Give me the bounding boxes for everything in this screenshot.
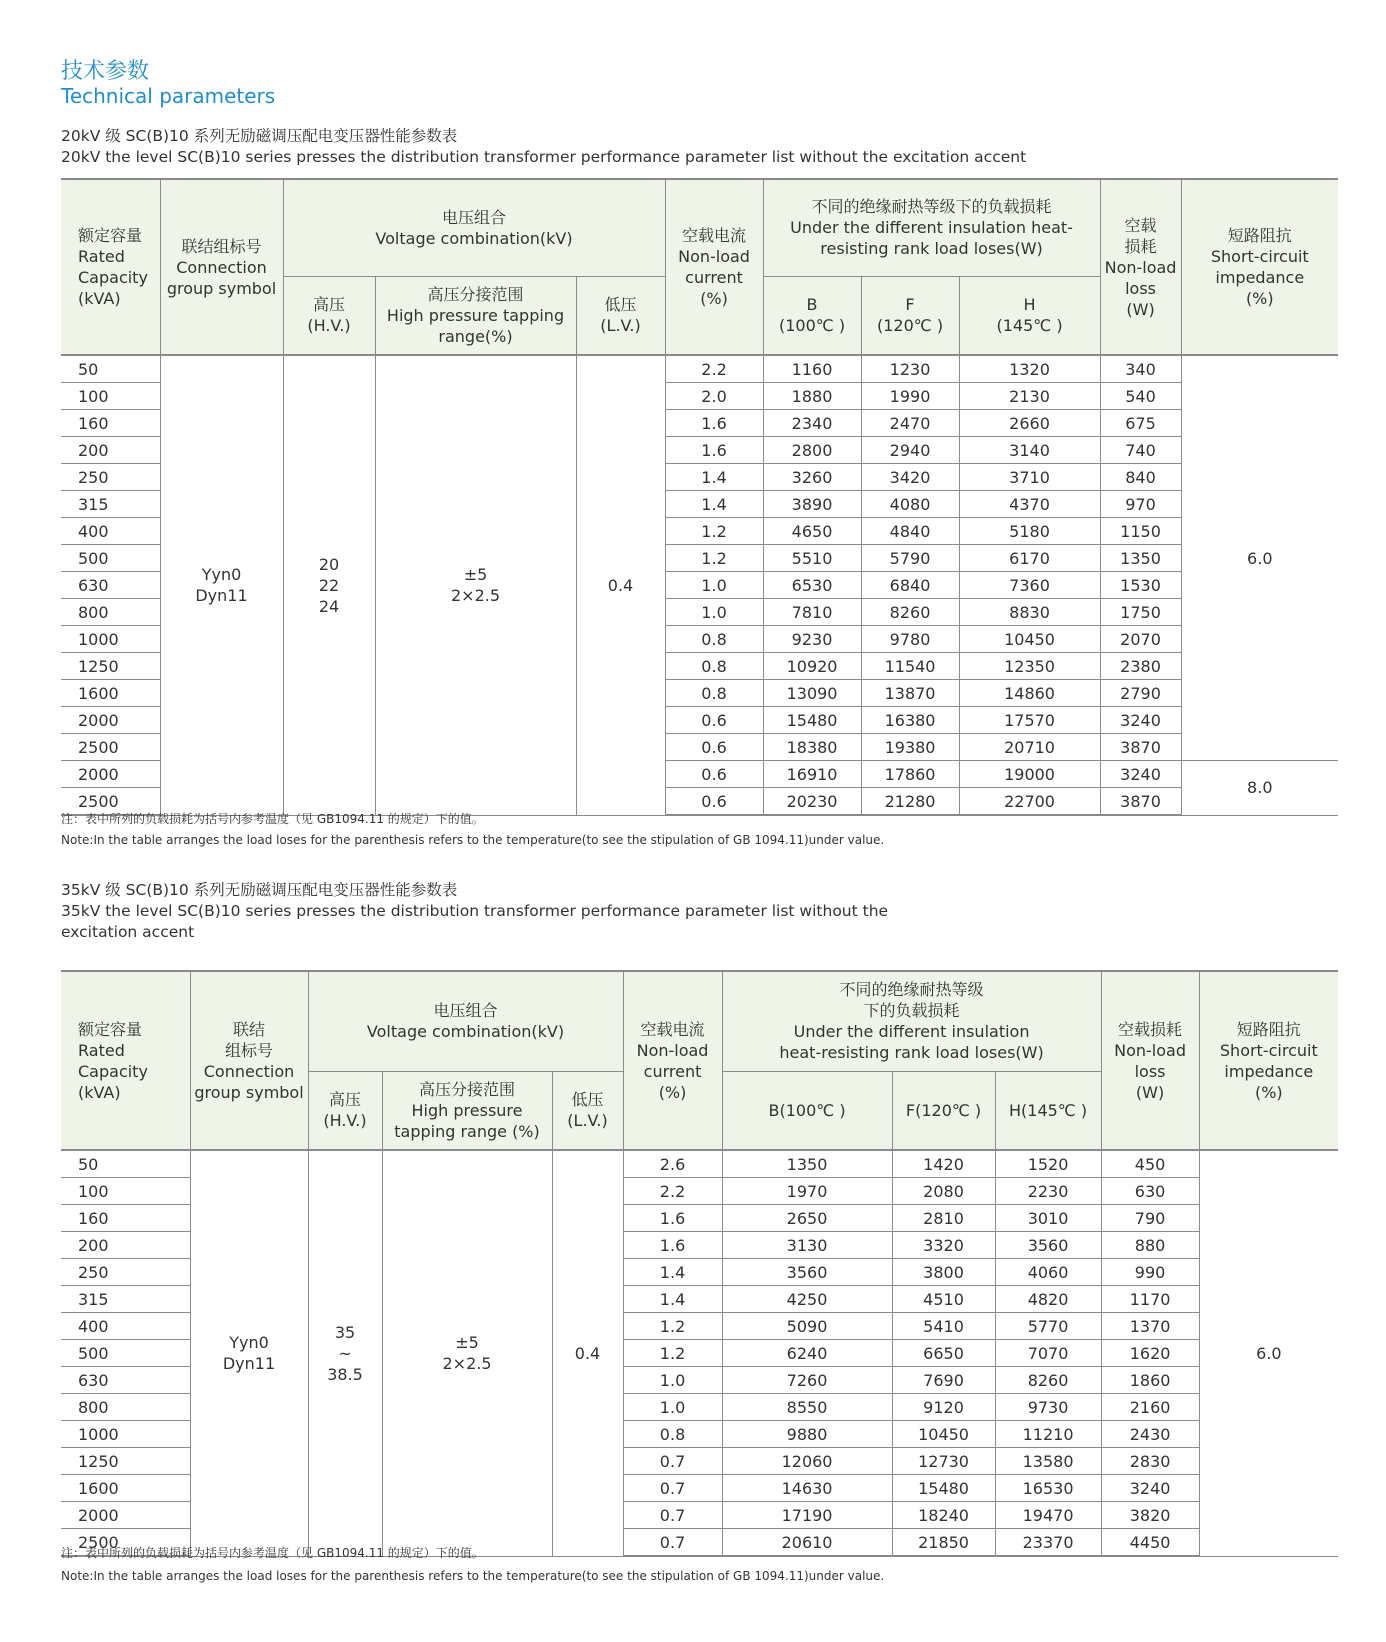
cell-load-loss-f: 19380 [861, 734, 959, 761]
cell-load-loss-h: 4370 [959, 491, 1100, 518]
header-h: H(145℃ ) [995, 1071, 1101, 1150]
cell-nonload-loss: 2160 [1101, 1394, 1199, 1421]
cell-nonload-current: 1.6 [623, 1205, 722, 1232]
cell-load-loss-f: 9780 [861, 626, 959, 653]
cell-load-loss-h: 3710 [959, 464, 1100, 491]
cell-load-loss-h: 2230 [995, 1178, 1101, 1205]
cell-lv: 0.4 [552, 1150, 623, 1556]
cell-rated-capacity: 2000 [61, 707, 160, 734]
cell-load-loss-h: 7360 [959, 572, 1100, 599]
cell-nonload-loss: 880 [1101, 1232, 1199, 1259]
cell-load-loss-h: 16530 [995, 1475, 1101, 1502]
cell-load-loss-f: 5410 [892, 1313, 995, 1340]
cell-load-loss-h: 8260 [995, 1367, 1101, 1394]
header-f: F (120℃ ) [861, 276, 959, 355]
cell-rated-capacity: 2500 [61, 1529, 190, 1557]
cell-load-loss-b: 3890 [763, 491, 861, 518]
table1-note-cn: 注：表中所列的负载损耗为括号内参考温度（见 GB1094.11 的规定）下的值。 [61, 812, 484, 826]
cell-nonload-current: 0.7 [623, 1475, 722, 1502]
cell-nonload-loss: 1860 [1101, 1367, 1199, 1394]
cell-nonload-loss: 1620 [1101, 1340, 1199, 1367]
cell-load-loss-h: 1320 [959, 355, 1100, 383]
cell-load-loss-b: 6530 [763, 572, 861, 599]
cell-rated-capacity: 315 [61, 491, 160, 518]
cell-nonload-current: 0.6 [665, 734, 763, 761]
header-load-losses: 不同的绝缘耐热等级 下的负载损耗 Under the different insulation heat-resisting rank load loses(W) [722, 971, 1101, 1071]
cell-load-loss-b: 1350 [722, 1150, 892, 1178]
header-impedance: 短路阻抗 Short-circuit impedance (%) [1199, 971, 1338, 1150]
cell-load-loss-b: 13090 [763, 680, 861, 707]
cell-nonload-current: 0.6 [665, 707, 763, 734]
cell-nonload-loss: 1150 [1100, 518, 1181, 545]
cell-nonload-loss: 3820 [1101, 1502, 1199, 1529]
header-rated-capacity: 额定容量 Rated Capacity (kVA) [61, 179, 160, 355]
cell-nonload-current: 1.2 [623, 1340, 722, 1367]
cell-load-loss-h: 22700 [959, 788, 1100, 816]
header-h: H (145℃ ) [959, 276, 1100, 355]
cell-load-loss-h: 8830 [959, 599, 1100, 626]
cell-nonload-loss: 1170 [1101, 1286, 1199, 1313]
cell-nonload-current: 1.0 [623, 1394, 722, 1421]
cell-nonload-loss: 2830 [1101, 1448, 1199, 1475]
cell-tapping-range: ±5 2×2.5 [375, 355, 576, 815]
cell-nonload-current: 0.8 [665, 680, 763, 707]
cell-nonload-current: 0.6 [665, 761, 763, 788]
header-tapping: 高压分接范围 High pressure tapping range(%) [375, 276, 576, 355]
cell-load-loss-b: 2650 [722, 1205, 892, 1232]
cell-nonload-current: 1.0 [665, 599, 763, 626]
cell-load-loss-f: 15480 [892, 1475, 995, 1502]
header-lv: 低压 (L.V.) [552, 1071, 623, 1150]
cell-nonload-loss: 1750 [1100, 599, 1181, 626]
header-rated-capacity: 额定容量 Rated Capacity (kVA) [61, 971, 190, 1150]
cell-nonload-loss: 540 [1100, 383, 1181, 410]
cell-nonload-loss: 740 [1100, 437, 1181, 464]
table1-caption-cn: 20kV 级 SC(B)10 系列无励磁调压配电变压器性能参数表 [61, 127, 458, 145]
table-20kv [61, 178, 1338, 816]
section-title-cn: 技术参数 [61, 59, 150, 84]
cell-nonload-current: 1.0 [623, 1367, 722, 1394]
header-voltage-combination: 电压组合 Voltage combination(kV) [283, 179, 665, 276]
header-hv: 高压 (H.V.) [283, 276, 375, 355]
cell-rated-capacity: 400 [61, 1313, 190, 1340]
cell-load-loss-b: 3260 [763, 464, 861, 491]
cell-load-loss-f: 2940 [861, 437, 959, 464]
cell-nonload-loss: 2430 [1101, 1421, 1199, 1448]
cell-load-loss-f: 6840 [861, 572, 959, 599]
header-nonload-current: 空载电流 Non-load current (%) [623, 971, 722, 1150]
cell-nonload-loss: 1530 [1100, 572, 1181, 599]
cell-rated-capacity: 1000 [61, 626, 160, 653]
header-f: F(120℃ ) [892, 1071, 995, 1150]
cell-rated-capacity: 400 [61, 518, 160, 545]
cell-nonload-current: 0.8 [665, 626, 763, 653]
cell-rated-capacity: 160 [61, 410, 160, 437]
cell-nonload-current: 1.6 [623, 1232, 722, 1259]
cell-load-loss-h: 5180 [959, 518, 1100, 545]
cell-rated-capacity: 250 [61, 1259, 190, 1286]
cell-load-loss-f: 1990 [861, 383, 959, 410]
cell-nonload-loss: 3870 [1100, 788, 1181, 816]
cell-load-loss-h: 13580 [995, 1448, 1101, 1475]
cell-load-loss-f: 18240 [892, 1502, 995, 1529]
cell-load-loss-f: 3320 [892, 1232, 995, 1259]
cell-nonload-loss: 2070 [1100, 626, 1181, 653]
cell-nonload-loss: 840 [1100, 464, 1181, 491]
cell-tapping-range: ±5 2×2.5 [382, 1150, 552, 1556]
cell-rated-capacity: 100 [61, 383, 160, 410]
cell-load-loss-b: 9880 [722, 1421, 892, 1448]
cell-nonload-current: 1.2 [665, 518, 763, 545]
cell-rated-capacity: 2500 [61, 788, 160, 816]
header-connection: 联结组标号 Connection group symbol [160, 179, 283, 355]
section-title-en: Technical parameters [61, 84, 276, 108]
cell-nonload-loss: 2790 [1100, 680, 1181, 707]
cell-nonload-loss: 3240 [1101, 1475, 1199, 1502]
cell-load-loss-f: 21280 [861, 788, 959, 816]
cell-load-loss-f: 2470 [861, 410, 959, 437]
header-lv: 低压 (L.V.) [576, 276, 665, 355]
cell-nonload-current: 2.2 [623, 1178, 722, 1205]
cell-load-loss-h: 12350 [959, 653, 1100, 680]
cell-load-loss-h: 19470 [995, 1502, 1101, 1529]
header-impedance: 短路阻抗 Short-circuit impedance (%) [1181, 179, 1338, 355]
cell-nonload-loss: 630 [1101, 1178, 1199, 1205]
cell-load-loss-f: 4510 [892, 1286, 995, 1313]
cell-rated-capacity: 800 [61, 599, 160, 626]
cell-load-loss-h: 3010 [995, 1205, 1101, 1232]
cell-load-loss-h: 19000 [959, 761, 1100, 788]
header-nonload-loss: 空载 损耗 Non-load loss (W) [1100, 179, 1181, 355]
cell-load-loss-b: 1880 [763, 383, 861, 410]
cell-load-loss-f: 3800 [892, 1259, 995, 1286]
cell-nonload-current: 0.6 [665, 788, 763, 816]
cell-load-loss-h: 7070 [995, 1340, 1101, 1367]
header-connection: 联结 组标号 Connection group symbol [190, 971, 308, 1150]
table2-caption-en: 35kV the level SC(B)10 series presses the distribution transformer performance parameter list without the excitation accent [61, 902, 889, 941]
cell-nonload-current: 0.7 [623, 1502, 722, 1529]
cell-load-loss-f: 1420 [892, 1150, 995, 1178]
cell-nonload-loss: 970 [1100, 491, 1181, 518]
cell-nonload-current: 1.4 [623, 1259, 722, 1286]
cell-rated-capacity: 500 [61, 1340, 190, 1367]
cell-load-loss-f: 9120 [892, 1394, 995, 1421]
cell-load-loss-b: 3130 [722, 1232, 892, 1259]
cell-load-loss-b: 4250 [722, 1286, 892, 1313]
cell-nonload-current: 0.8 [665, 653, 763, 680]
cell-load-loss-b: 9230 [763, 626, 861, 653]
cell-load-loss-b: 16910 [763, 761, 861, 788]
cell-nonload-loss: 450 [1101, 1150, 1199, 1178]
cell-load-loss-f: 16380 [861, 707, 959, 734]
cell-load-loss-f: 3420 [861, 464, 959, 491]
cell-load-loss-f: 11540 [861, 653, 959, 680]
cell-load-loss-b: 15480 [763, 707, 861, 734]
cell-impedance: 6.0 [1181, 355, 1338, 761]
cell-load-loss-h: 5770 [995, 1313, 1101, 1340]
cell-nonload-current: 1.4 [665, 491, 763, 518]
cell-nonload-current: 2.2 [665, 355, 763, 383]
cell-load-loss-b: 20230 [763, 788, 861, 816]
header-tapping: 高压分接范围 High pressure tapping range (%) [382, 1071, 552, 1150]
cell-load-loss-h: 3140 [959, 437, 1100, 464]
cell-rated-capacity: 2500 [61, 734, 160, 761]
table2-note-en: Note:In the table arranges the load loses for the parenthesis refers to the temperature(to see the stipulation of GB 1094.11)under value. [61, 1569, 885, 1583]
cell-load-loss-b: 17190 [722, 1502, 892, 1529]
cell-load-loss-f: 17860 [861, 761, 959, 788]
cell-load-loss-b: 12060 [722, 1448, 892, 1475]
header-load-losses: 不同的绝缘耐热等级下的负载损耗 Under the different insulation heat- resisting rank load loses(W) [763, 179, 1100, 276]
cell-rated-capacity: 160 [61, 1205, 190, 1232]
cell-load-loss-b: 20610 [722, 1529, 892, 1557]
cell-rated-capacity: 200 [61, 437, 160, 464]
cell-rated-capacity: 630 [61, 572, 160, 599]
header-voltage-combination: 电压组合 Voltage combination(kV) [308, 971, 623, 1071]
cell-lv: 0.4 [576, 355, 665, 815]
cell-nonload-current: 1.6 [665, 410, 763, 437]
cell-load-loss-b: 2340 [763, 410, 861, 437]
cell-load-loss-b: 7260 [722, 1367, 892, 1394]
cell-rated-capacity: 50 [61, 1150, 190, 1178]
cell-load-loss-h: 1520 [995, 1150, 1101, 1178]
cell-nonload-loss: 790 [1101, 1205, 1199, 1232]
cell-rated-capacity: 250 [61, 464, 160, 491]
cell-load-loss-b: 5090 [722, 1313, 892, 1340]
cell-load-loss-h: 3560 [995, 1232, 1101, 1259]
cell-nonload-current: 1.0 [665, 572, 763, 599]
cell-nonload-loss: 340 [1100, 355, 1181, 383]
cell-nonload-loss: 990 [1101, 1259, 1199, 1286]
cell-hv: 35 ~ 38.5 [308, 1150, 382, 1556]
cell-load-loss-h: 9730 [995, 1394, 1101, 1421]
cell-rated-capacity: 500 [61, 545, 160, 572]
cell-rated-capacity: 2000 [61, 761, 160, 788]
cell-rated-capacity: 1250 [61, 1448, 190, 1475]
cell-load-loss-f: 13870 [861, 680, 959, 707]
cell-rated-capacity: 1000 [61, 1421, 190, 1448]
cell-load-loss-f: 2810 [892, 1205, 995, 1232]
cell-load-loss-b: 4650 [763, 518, 861, 545]
cell-nonload-current: 0.7 [623, 1529, 722, 1557]
cell-load-loss-f: 5790 [861, 545, 959, 572]
cell-rated-capacity: 50 [61, 355, 160, 383]
cell-connection-group: Yyn0 Dyn11 [160, 355, 283, 815]
cell-load-loss-b: 5510 [763, 545, 861, 572]
cell-nonload-current: 1.2 [665, 545, 763, 572]
cell-nonload-current: 1.6 [665, 437, 763, 464]
cell-load-loss-f: 21850 [892, 1529, 995, 1557]
cell-load-loss-b: 18380 [763, 734, 861, 761]
cell-nonload-loss: 3240 [1100, 707, 1181, 734]
cell-load-loss-h: 4820 [995, 1286, 1101, 1313]
cell-load-loss-h: 17570 [959, 707, 1100, 734]
cell-rated-capacity: 1250 [61, 653, 160, 680]
cell-load-loss-h: 2130 [959, 383, 1100, 410]
table2-note-cn: 注：表中所列的负载损耗为括号内参考温度（见 GB1094.11 的规定）下的值。 [61, 1546, 484, 1560]
cell-rated-capacity: 2000 [61, 1502, 190, 1529]
cell-load-loss-f: 8260 [861, 599, 959, 626]
table1-caption-en: 20kV the level SC(B)10 series presses the distribution transformer performance parameter list without the excitation accent [61, 148, 1027, 166]
cell-rated-capacity: 1600 [61, 1475, 190, 1502]
cell-nonload-loss: 675 [1100, 410, 1181, 437]
header-b: B(100℃ ) [722, 1071, 892, 1150]
cell-nonload-current: 0.8 [623, 1421, 722, 1448]
cell-load-loss-b: 14630 [722, 1475, 892, 1502]
cell-load-loss-f: 4840 [861, 518, 959, 545]
cell-load-loss-f: 1230 [861, 355, 959, 383]
cell-load-loss-b: 1970 [722, 1178, 892, 1205]
table-35kv [61, 970, 1338, 1557]
cell-load-loss-f: 7690 [892, 1367, 995, 1394]
table-row [61, 355, 1338, 383]
table-row [61, 1150, 1338, 1178]
table2-caption-cn: 35kV 级 SC(B)10 系列无励磁调压配电变压器性能参数表 [61, 881, 458, 899]
cell-load-loss-h: 23370 [995, 1529, 1101, 1557]
cell-rated-capacity: 800 [61, 1394, 190, 1421]
cell-nonload-loss: 2380 [1100, 653, 1181, 680]
cell-load-loss-h: 2660 [959, 410, 1100, 437]
table1-note-en: Note:In the table arranges the load loses for the parenthesis refers to the temperature(to see the stipulation of GB 1094.11)under value. [61, 833, 885, 847]
cell-rated-capacity: 630 [61, 1367, 190, 1394]
cell-nonload-loss: 3870 [1100, 734, 1181, 761]
cell-load-loss-b: 6240 [722, 1340, 892, 1367]
cell-load-loss-f: 2080 [892, 1178, 995, 1205]
cell-load-loss-f: 12730 [892, 1448, 995, 1475]
cell-load-loss-b: 8550 [722, 1394, 892, 1421]
header-nonload-loss: 空载损耗 Non-load loss (W) [1101, 971, 1199, 1150]
cell-nonload-current: 0.7 [623, 1448, 722, 1475]
cell-load-loss-b: 1160 [763, 355, 861, 383]
cell-nonload-current: 2.6 [623, 1150, 722, 1178]
cell-nonload-loss: 1370 [1101, 1313, 1199, 1340]
cell-hv: 20 22 24 [283, 355, 375, 815]
cell-load-loss-b: 3560 [722, 1259, 892, 1286]
cell-rated-capacity: 315 [61, 1286, 190, 1313]
cell-load-loss-b: 10920 [763, 653, 861, 680]
cell-rated-capacity: 1600 [61, 680, 160, 707]
cell-nonload-loss: 4450 [1101, 1529, 1199, 1557]
cell-load-loss-h: 10450 [959, 626, 1100, 653]
cell-load-loss-f: 4080 [861, 491, 959, 518]
cell-impedance: 6.0 [1199, 1150, 1338, 1556]
cell-load-loss-h: 14860 [959, 680, 1100, 707]
cell-nonload-loss: 3240 [1100, 761, 1181, 788]
cell-load-loss-b: 7810 [763, 599, 861, 626]
cell-load-loss-h: 20710 [959, 734, 1100, 761]
cell-rated-capacity: 200 [61, 1232, 190, 1259]
cell-load-loss-h: 11210 [995, 1421, 1101, 1448]
cell-nonload-current: 1.4 [623, 1286, 722, 1313]
cell-nonload-current: 2.0 [665, 383, 763, 410]
cell-nonload-current: 1.4 [665, 464, 763, 491]
cell-load-loss-h: 6170 [959, 545, 1100, 572]
cell-load-loss-f: 6650 [892, 1340, 995, 1367]
cell-load-loss-b: 2800 [763, 437, 861, 464]
cell-load-loss-f: 10450 [892, 1421, 995, 1448]
cell-rated-capacity: 100 [61, 1178, 190, 1205]
header-b: B (100℃ ) [763, 276, 861, 355]
header-nonload-current: 空载电流 Non-load current (%) [665, 179, 763, 355]
cell-nonload-current: 1.2 [623, 1313, 722, 1340]
cell-load-loss-h: 4060 [995, 1259, 1101, 1286]
cell-nonload-loss: 1350 [1100, 545, 1181, 572]
cell-impedance: 8.0 [1181, 761, 1338, 816]
cell-connection-group: Yyn0 Dyn11 [190, 1150, 308, 1556]
header-hv: 高压 (H.V.) [308, 1071, 382, 1150]
